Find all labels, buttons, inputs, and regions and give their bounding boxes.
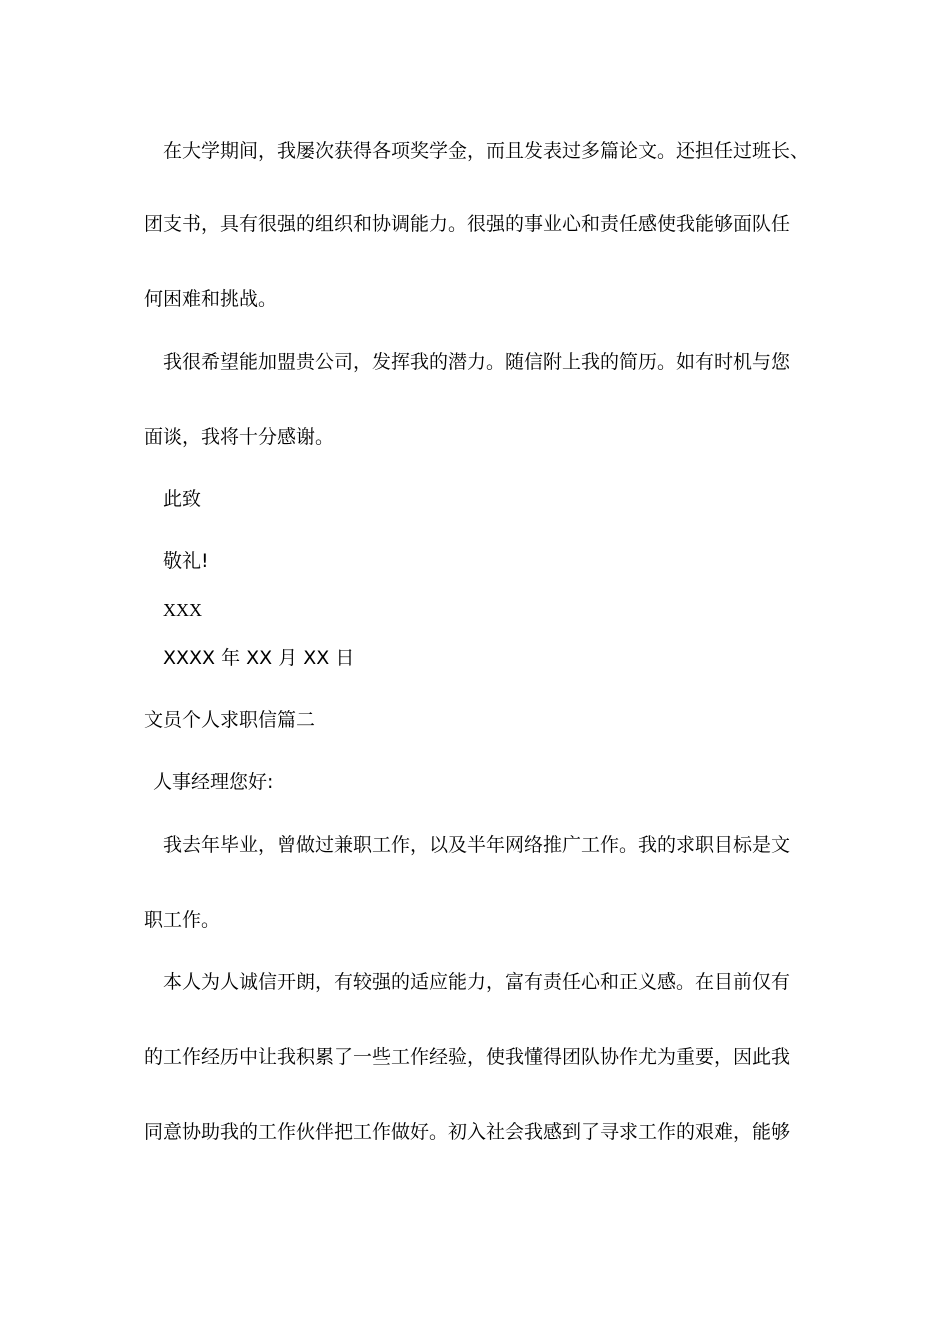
signature-name: XXX [163,600,202,620]
text-line: 职工作。 [144,909,221,931]
signature-date: XXXX 年 XX 月 XX 日 [163,647,355,669]
text-line: 我很希望能加盟贵公司，发挥我的潜力。随信附上我的简历。如有时机与您 [163,351,791,373]
text-line: 同意协助我的工作伙伴把工作做好。初入社会我感到了寻求工作的艰难，能够 [144,1121,791,1143]
text-line: 面谈，我将十分感谢。 [144,426,335,448]
closing-line: 此致 [163,488,202,510]
text-line: 我去年毕业，曾做过兼职工作，以及半年网络推广工作。我的求职目标是文 [163,834,791,856]
text-line: 在大学期间，我屡次获得各项奖学金，而且发表过多篇论文。还担任过班长、 [163,140,810,162]
text-line: 的工作经历中让我积累了一些工作经验，使我懂得团队协作尤为重要，因此我 [144,1046,791,1068]
text-line: 何困难和挑战。 [144,288,278,310]
text-line: 团支书，具有很强的组织和协调能力。很强的事业心和责任感使我能够面队任 [144,213,791,235]
closing-line: 敬礼! [163,550,209,572]
salutation: 人事经理您好: [153,771,274,793]
text-line: 本人为人诚信开朗，有较强的适应能力，富有责任心和正义感。在目前仅有 [163,971,791,993]
section-heading: 文员个人求职信篇二 [144,709,316,731]
